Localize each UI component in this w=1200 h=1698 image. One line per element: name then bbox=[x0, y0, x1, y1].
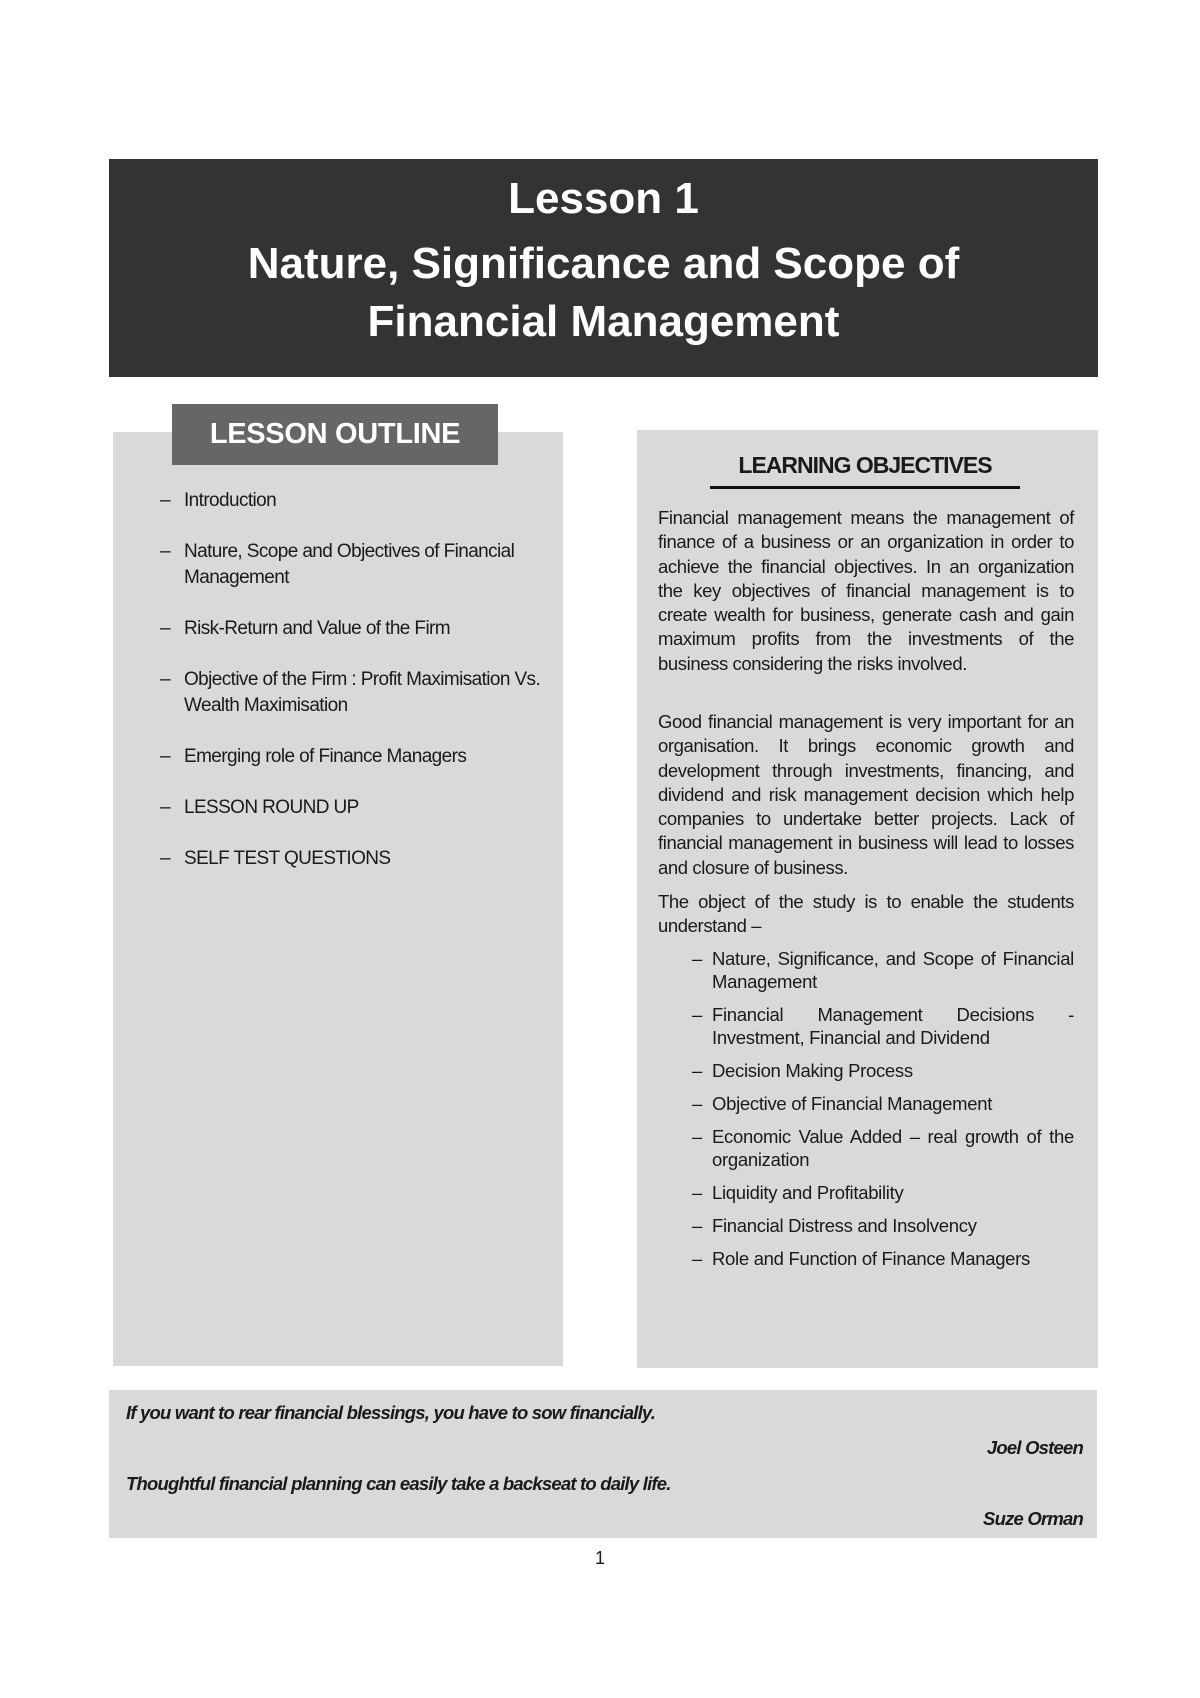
outline-item bbox=[160, 744, 555, 770]
objective-item bbox=[692, 1125, 1074, 1171]
outline-item bbox=[160, 795, 555, 821]
outline-item bbox=[160, 667, 555, 719]
dash-bullet: – bbox=[692, 948, 702, 969]
dash-bullet: – bbox=[692, 1215, 702, 1236]
dash-bullet: – bbox=[692, 1093, 702, 1114]
objectives-list bbox=[692, 947, 1074, 1280]
dash-bullet: – bbox=[160, 618, 170, 639]
dash-bullet: – bbox=[160, 490, 170, 511]
lesson-header bbox=[109, 159, 1098, 377]
lesson-title-line2: Financial Management bbox=[367, 297, 840, 346]
objective-item-text: Nature, Significance, and Scope of Financial Management bbox=[712, 948, 1074, 992]
objectives-paragraph: Financial management means the management of finance of a business or an organization in order to achieve the financial objectives. In an organization the key objectives of financial management is to create wealth for business, generate cash and gain maximum profits from the investments of the business considering the risks involved. bbox=[658, 507, 1074, 674]
objectives-paragraph: The object of the study is to enable the students understand – bbox=[658, 891, 1074, 937]
dash-bullet: – bbox=[160, 669, 170, 690]
quote-text: If you want to rear financial blessings, you have to sow financially. bbox=[126, 1402, 656, 1423]
dash-bullet: – bbox=[692, 1004, 702, 1025]
dash-bullet: – bbox=[692, 1060, 702, 1081]
lesson-outline-title: LESSON OUTLINE bbox=[172, 404, 498, 465]
dash-bullet: – bbox=[160, 541, 170, 562]
outline-item bbox=[160, 616, 555, 642]
dash-bullet: – bbox=[692, 1182, 702, 1203]
outline-item-text: Nature, Scope and Objectives of Financial Management bbox=[184, 541, 515, 588]
objective-item bbox=[692, 1181, 1074, 1204]
quote-author: Suze Orman bbox=[983, 1508, 1083, 1529]
outline-item-text: Risk-Return and Value of the Firm bbox=[184, 618, 451, 639]
objective-item-text: Decision Making Process bbox=[712, 1060, 913, 1081]
objective-item-text: Financial Distress and Insolvency bbox=[712, 1215, 977, 1236]
outline-item-text: Emerging role of Finance Managers bbox=[184, 746, 467, 767]
objective-item-text: Liquidity and Profitability bbox=[712, 1182, 904, 1203]
lesson-title bbox=[109, 235, 1098, 351]
objective-item bbox=[692, 1092, 1074, 1115]
objectives-paragraph: Good financial management is very important for an organisation. It brings economic growth and development through investments, financing, and dividend and risk management decision which help companies to undertake better projects. Lack of financial management in business will lead to losses and closure of business. bbox=[658, 711, 1074, 878]
objective-item bbox=[692, 1003, 1074, 1049]
quotes-box bbox=[109, 1390, 1097, 1538]
objective-item-text: Financial Management Decisions - Investment, Financial and Dividend bbox=[712, 1004, 1074, 1048]
lesson-title-line1: Nature, Significance and Scope of bbox=[247, 239, 960, 288]
objective-item bbox=[692, 1059, 1074, 1082]
dash-bullet: – bbox=[160, 746, 170, 767]
page-number: 1 bbox=[594, 1548, 605, 1568]
outline-item-text: Objective of the Firm : Profit Maximisation Vs. Wealth Maximisation bbox=[184, 669, 541, 716]
objective-item bbox=[692, 947, 1074, 993]
objective-item-text: Economic Value Added – real growth of the organization bbox=[712, 1126, 1074, 1170]
lesson-number: Lesson 1 bbox=[508, 174, 699, 223]
outline-item-text: LESSON ROUND UP bbox=[184, 797, 359, 818]
learning-objectives-title: LEARNING OBJECTIVES bbox=[710, 450, 1020, 489]
quote-text: Thoughtful financial planning can easily take a backseat to daily life. bbox=[126, 1473, 671, 1494]
lesson-outline-list bbox=[160, 488, 555, 897]
objective-item-text: Objective of Financial Management bbox=[712, 1093, 993, 1114]
outline-item-text: Introduction bbox=[184, 490, 277, 511]
objective-item bbox=[692, 1247, 1074, 1270]
dash-bullet: – bbox=[160, 797, 170, 818]
dash-bullet: – bbox=[692, 1126, 702, 1147]
dash-bullet: – bbox=[692, 1248, 702, 1269]
objective-item-text: Role and Function of Finance Managers bbox=[712, 1248, 1030, 1269]
dash-bullet: – bbox=[160, 848, 170, 869]
outline-item bbox=[160, 488, 555, 514]
objective-item bbox=[692, 1214, 1074, 1237]
outline-item bbox=[160, 846, 555, 872]
outline-item-text: SELF TEST QUESTIONS bbox=[184, 848, 391, 869]
quote-author: Joel Osteen bbox=[986, 1437, 1083, 1458]
outline-item bbox=[160, 539, 555, 591]
